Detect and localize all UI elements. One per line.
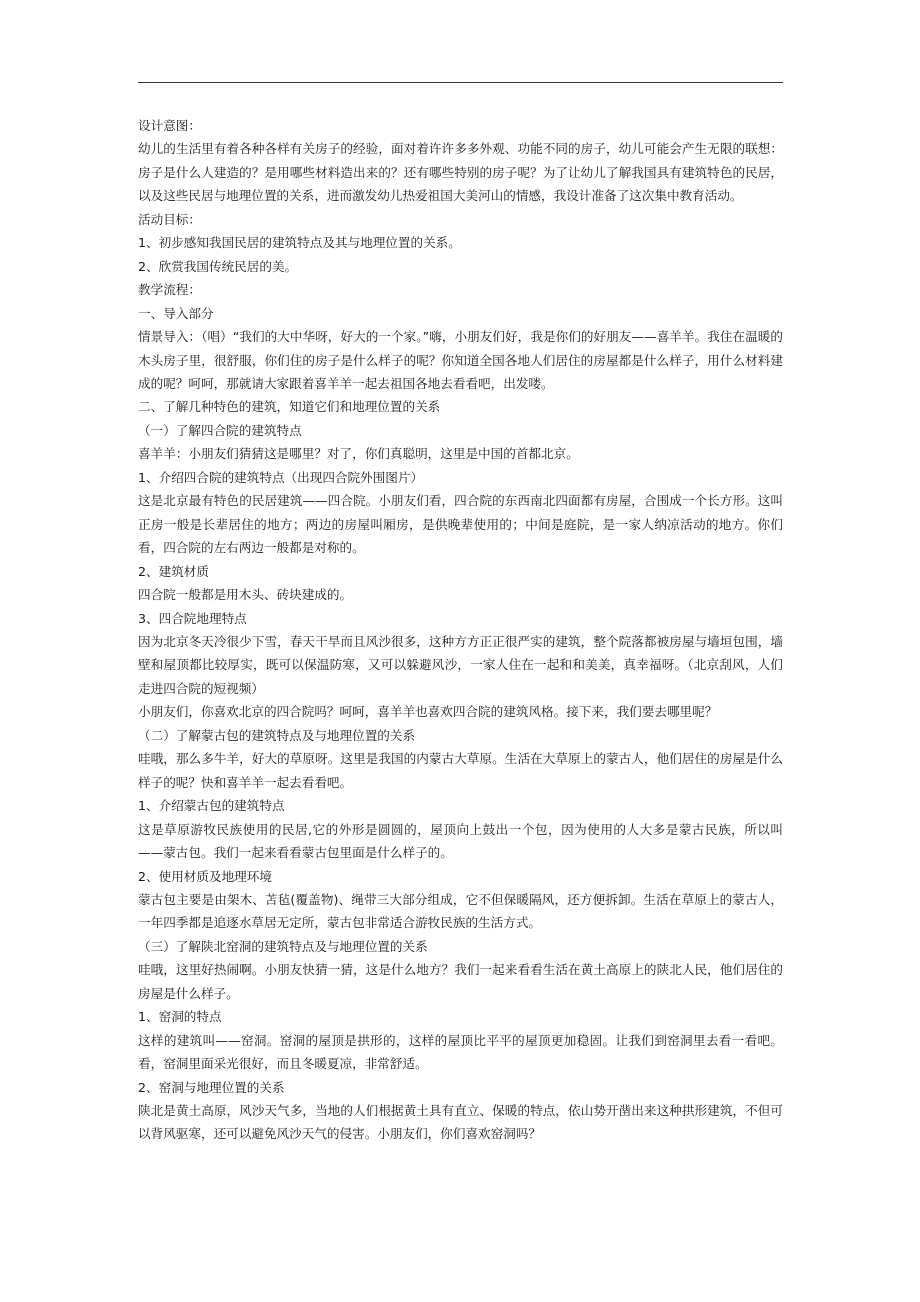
paragraph: 哇哦，这里好热闹啊。小朋友快猜一猜，这是什么地方？我们一起来看看生活在黄土高原上的陕北人民，他们居住的房屋是什么样子。 <box>138 962 783 1001</box>
paragraph: 幼儿的生活里有着各种各样有关房子的经验，面对着许许多多外观、功能不同的房子，幼儿可能会产生无限的联想：房子是什么人建造的？是用哪些材料造出来的？还有哪些特别的房子呢？为了让幼儿了解我国具有建筑特色的民居，以及这些民居与地理位置的关系，进而激发幼儿热爱祖国大美河山的情感，我设计准备了这次集中教育活动。 <box>138 141 783 204</box>
paragraph: 这是草原游牧民族使用的民居,它的外形是圆圆的，屋顶向上鼓出一个包，因为使用的人大多是蒙古民族，所以叫——蒙古包。我们一起来看看蒙古包里面是什么样子的。 <box>138 821 783 861</box>
paragraph: 因为北京冬天冷很少下雪，春天干旱而且风沙很多，这种方方正正很严实的建筑，整个院落都被房屋与墙垣包围，墙壁和屋顶都比较厚实，既可以保温防寒，又可以躲避风沙，一家人住在一起和和美美，真幸福呀。（北京刮风，人们走进四合院的短视频） <box>138 633 783 696</box>
document-body <box>138 114 783 1146</box>
paragraph: 设计意图： <box>138 118 201 133</box>
paragraph: 蒙古包主要是由架木、苫毡(覆盖物)、绳带三大部分组成，它不但保暖隔风，还方便拆卸。生活在草原上的蒙古人，一年四季都是追逐水草居无定所，蒙古包非常适合游牧民族的生活方式。 <box>138 891 783 931</box>
paragraph: 情景导入：（唱）“我们的大中华呀，好大的一个家。”嗨，小朋友们好，我是你们的好朋友——喜羊羊。我住在温暖的木头房子里，很舒服，你们住的房子是什么样子的呢？你知道全国各地人们居住的房屋都是什么样子，用什么材料建成的呢？呵呵，那就请大家跟着喜羊羊一起去祖国各地去看看吧，出发喽。 <box>138 329 783 391</box>
paragraph: 这样的建筑叫——窑洞。窑洞的屋顶是拱形的，这样的屋顶比平平的屋顶更加稳固。让我们到窑洞里去看一看吧。看，窑洞里面采光很好，而且冬暖夏凉，非常舒适。 <box>138 1032 783 1072</box>
paragraph: （三）了解陕北窑洞的建筑特点及与地理位置的关系 <box>138 938 428 954</box>
paragraph: 教学流程： <box>138 282 201 298</box>
paragraph: 哇哦，那么多牛羊，好大的草原呀。这里是我国的内蒙古大草原。生活在大草原上的蒙古人，他们居住的房屋是什么样子的呢？快和喜羊羊一起去看看吧。 <box>138 751 783 790</box>
paragraph: 2、窑洞与地理位置的关系 <box>138 1079 285 1095</box>
paragraph: 1、初步感知我国民居的建筑特点及其与地理位置的关系。 <box>138 235 461 251</box>
paragraph: 1、介绍四合院的建筑特点（出现四合院外围图片） <box>138 469 424 485</box>
paragraph: 喜羊羊：小朋友们猜猜这是哪里？对了，你们真聪明，这里是中国的首都北京。 <box>138 446 579 462</box>
paragraph: 一、导入部分 <box>138 305 214 321</box>
paragraph: 1、窑洞的特点 <box>138 1009 222 1025</box>
paragraph: 1、介绍蒙古包的建筑特点 <box>138 798 285 814</box>
header-rule <box>138 82 783 83</box>
paragraph: 2、建筑材质 <box>138 563 209 579</box>
paragraph: （二）了解蒙古包的建筑特点及与地理位置的关系 <box>138 727 416 743</box>
paragraph: 小朋友们，你喜欢北京的四合院吗？呵呵，喜羊羊也喜欢四合院的建筑风格。接下来，我们要去哪里呢？ <box>138 704 718 720</box>
paragraph: （一）了解四合院的建筑特点 <box>138 422 302 438</box>
paragraph: 2、使用材质及地理环境 <box>138 868 272 884</box>
paragraph: 活动目标： <box>138 211 201 227</box>
paragraph: 这是北京最有特色的民居建筑——四合院。小朋友们看，四合院的东西南北四面都有房屋，合围成一个长方形。这叫正房一般是长辈居住的地方；两边的房屋叫厢房，是供晚辈使用的；中间是庭院，是一家人纳凉活动的地方。你们看，四合院的左右两边一般都是对称的。 <box>138 493 783 556</box>
paragraph: 四合院一般都是用木头、砖块建成的。 <box>138 587 353 603</box>
paragraph: 3、四合院地理特点 <box>138 610 247 626</box>
paragraph: 2、欣赏我国传统民居的美。 <box>138 258 298 274</box>
paragraph: 陕北是黄土高原，风沙天气多，当地的人们根据黄土具有直立、保暖的特点，依山势开凿出来这种拱形建筑，不但可以背风驱寒，还可以避免风沙天气的侵害。小朋友们，你们喜欢窑洞吗？ <box>138 1103 783 1142</box>
paragraph: 二、了解几种特色的建筑，知道它们和地理位置的关系 <box>138 399 441 415</box>
